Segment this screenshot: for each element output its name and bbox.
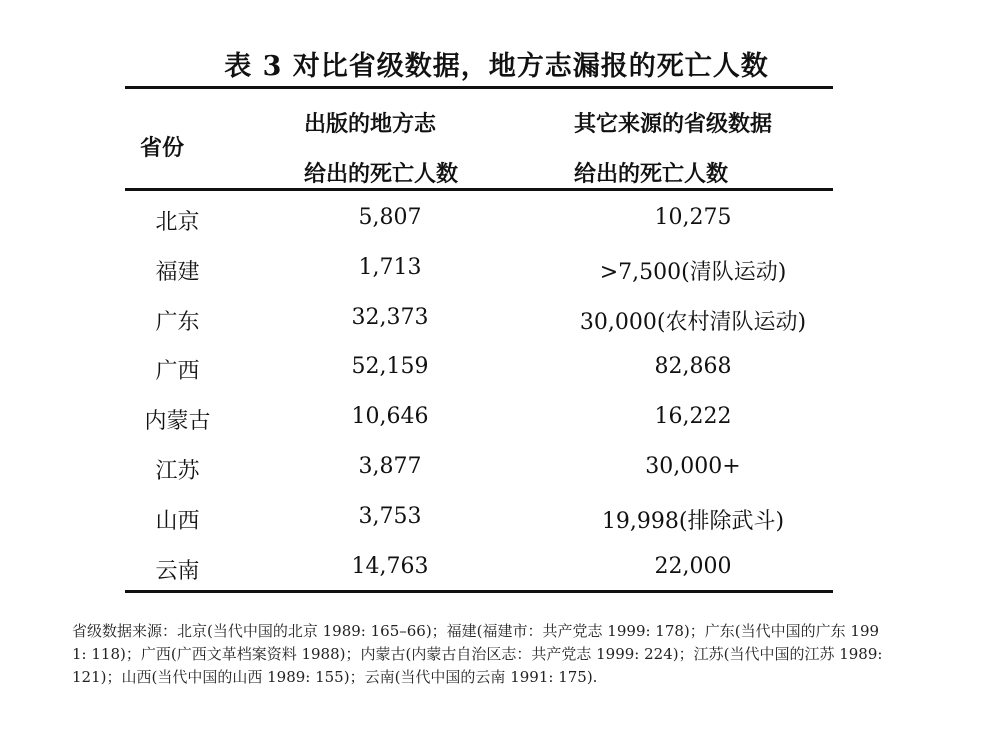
cell-other-deaths: 16,222 [654,404,732,430]
table-row [125,247,833,297]
source-notes: 省级数据来源：北京(当代中国的北京 1989: 165–66)；福建(福建市：共产党志 1999: 178)；广东(当代中国的广东 1991: 118)；广西(广西文革档案资料 1988)；内蒙古(内蒙古自治区志：共产党志 1999: 224)；江苏(当代中国的江苏 1989: 121)；山西(当代中国的山西 1989: 155)；云南(当代中国的云南 1991: 175). [72,622,883,686]
header-other-line2: 给出的死亡人数 [574,162,729,187]
cell-local-deaths: 3,877 [358,453,422,479]
table-title: 表 3 对比省级数据，地方志漏报的死亡人数 [224,51,769,82]
cell-province: 江苏 [155,458,200,484]
table-row [125,446,833,496]
cell-local-deaths: 52,159 [351,354,429,380]
cell-other-deaths: 22,000 [654,553,732,579]
cell-other-deaths: 19,998(排除武斗) [601,508,785,534]
cell-province: 广东 [155,309,200,335]
cell-local-deaths: 10,646 [351,404,429,430]
cell-local-deaths: 5,807 [358,205,422,230]
table-header-rule [125,188,833,191]
table-body [125,197,833,595]
table-top-rule [125,86,833,89]
cell-province: 福建 [155,259,200,285]
cell-province: 云南 [155,558,200,584]
cell-province: 山西 [155,508,200,534]
cell-local-deaths: 1,713 [358,254,422,280]
cell-province: 广西 [155,359,200,385]
table-row [125,396,833,446]
cell-other-deaths: >7,500(清队运动) [599,259,787,285]
cell-local-deaths: 3,753 [358,503,422,529]
cell-local-deaths: 32,373 [351,304,429,330]
table-row [125,197,833,247]
cell-local-deaths: 14,763 [351,553,429,579]
cell-other-deaths: 10,275 [654,205,732,230]
table-row [125,546,833,596]
header-other-line1: 其它来源的省级数据 [574,112,773,137]
table-row [125,297,833,347]
cell-province: 内蒙古 [144,409,211,435]
header-local-line1: 出版的地方志 [304,112,437,137]
header-province: 省份 [140,136,185,161]
cell-other-deaths: 82,868 [654,354,732,380]
cell-province: 北京 [155,210,200,235]
cell-other-deaths: 30,000(农村清队运动) [579,309,807,335]
table-row [125,346,833,396]
table-bottom-rule [125,590,833,593]
header-local-line2: 给出的死亡人数 [304,162,459,187]
cell-other-deaths: 30,000+ [645,453,741,479]
table-row [125,496,833,546]
